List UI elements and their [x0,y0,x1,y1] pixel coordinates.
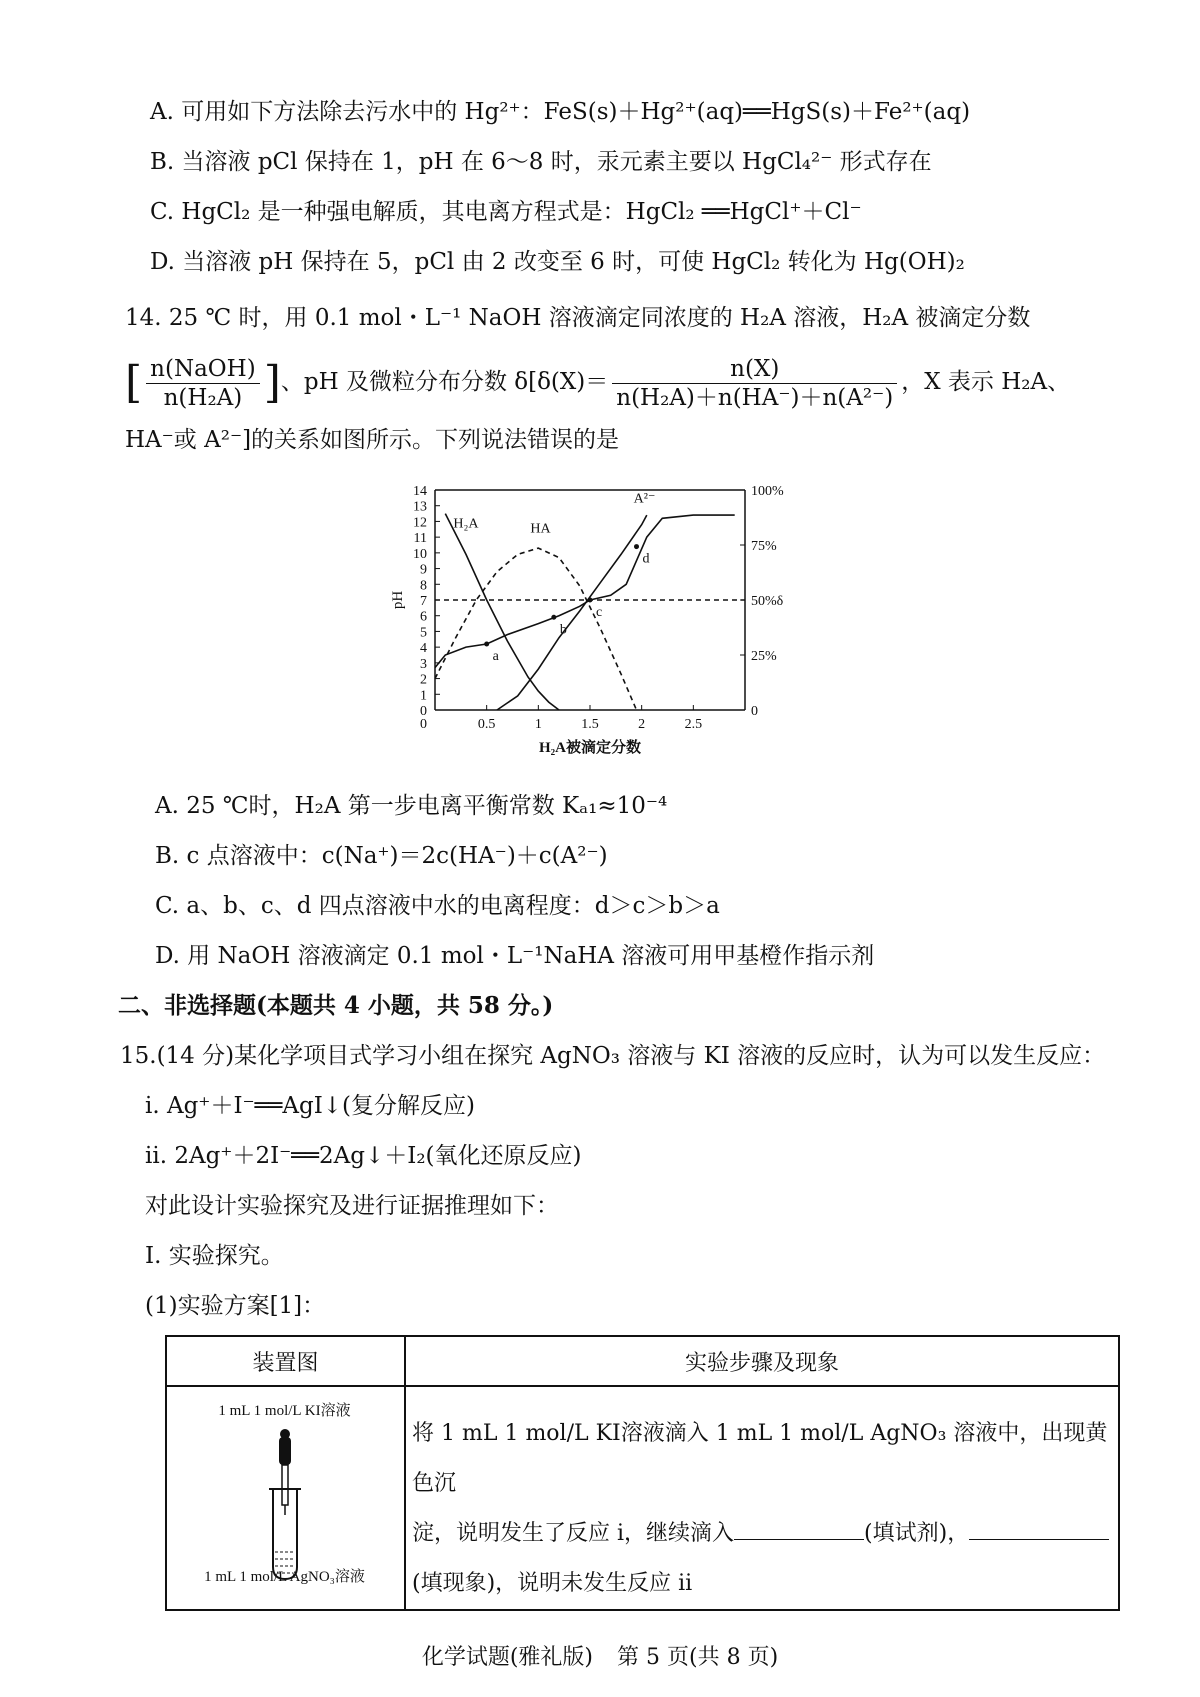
series-line-0 [435,515,735,668]
q15-stem: 15.(14 分)某化学项目式学习小组在探究 AgNO₃ 溶液与 KI 溶液的反应时，认为可以发生反应： [120,1043,1106,1069]
point-label: a [492,649,499,664]
x-tick-label: 2.5 [684,717,703,732]
q14-stem-line3: HA⁻或 A²⁻]的关系如图所示。下列说法错误的是 [125,427,620,453]
series-label: H₂A [453,516,479,532]
series-label: HA [530,521,551,537]
data-point-a [484,642,489,647]
table-header-steps: 实验步骤及现象 [405,1336,1119,1386]
titration-chart [390,470,880,780]
y-tick-label: 12 [413,515,427,531]
apparatus-cell [166,1386,405,1610]
y2-tick-label: 25% [751,649,777,664]
data-point-b [551,615,556,620]
q15-reaction-1: ⅰ. Ag⁺＋I⁻══AgI↓(复分解反应) [145,1093,476,1119]
table-header-apparatus: 装置图 [166,1336,405,1386]
x-tick-label: 1.5 [581,717,599,732]
q14-stem-end: ，X 表示 H₂A、 [901,369,1071,395]
q14-option-d: D. 用 NaOH 溶液滴定 0.1 mol・L⁻¹NaHA 溶液可用甲基橙作指示剂 [155,943,875,969]
blank-phenomenon[interactable] [969,1515,1109,1540]
y2-tick-label: 50%δ [751,594,784,609]
q14-option-a: A. 25 ℃时，H₂A 第一步电离平衡常数 Kₐ₁≈10⁻⁴ [155,793,668,819]
q15-reaction-2: ⅱ. 2Ag⁺＋2I⁻══2Ag↓＋I₂(氧化还原反应) [145,1143,582,1169]
point-label: c [596,605,603,620]
steps-line-1: 将 1 mL 1 mol/L KI溶液滴入 1 mL 1 mol/L AgNO₃ 溶液中，出现黄色沉 [412,1421,1108,1496]
q14-option-b: B. c 点溶液中：c(Na⁺)＝2c(HA⁻)＋c(A²⁻) [155,843,608,869]
q14-stem-line1: 14. 25 ℃ 时，用 0.1 mol・L⁻¹ NaOH 溶液滴定同浓度的 H₂A 溶液，H₂A 被滴定分数 [125,305,1031,331]
footer-page: 第 5 页(共 8 页) [617,1645,779,1670]
x-tick-label: 1 [534,717,542,732]
data-point-c [588,598,593,603]
y-tick-label: 14 [413,484,427,499]
section-2-title: 二、非选择题(本题共 4 小题，共 58 分。) [118,992,554,1019]
y-tick-label: 4 [420,641,427,657]
y-tick-label: 3 [420,656,427,672]
fraction-numerator: n(X) [612,355,897,384]
steps-line-2-end: (填试剂)， [864,1521,970,1546]
q15-intro: 对此设计实验探究及进行证据推理如下： [145,1193,559,1219]
y-tick-label: 0 [420,704,427,719]
x-origin-label: 0 [420,717,427,732]
test-tube-dropper-icon [167,1387,402,1592]
y-tick-label: 8 [420,578,427,594]
q14-stem-line2 [125,352,1070,413]
steps-cell [405,1386,1119,1610]
q13-option-c: C. HgCl₂ 是一种强电解质，其电离方程式是：HgCl₂ ══HgCl⁺＋Cl⁻ [150,199,862,225]
x-tick-label: 0.5 [477,717,496,732]
q14-stem-mid: 、pH 及微粒分布分数 δ[δ(X)＝ [280,369,609,395]
blank-reagent[interactable] [734,1515,864,1540]
y-tick-label: 7 [420,594,427,609]
page-footer [0,1640,1200,1671]
y-tick-label: 13 [413,499,427,515]
y-tick-label: 5 [420,625,427,641]
q13-option-b: B. 当溶液 pCl 保持在 1，pH 在 6～8 时，汞元素主要以 HgCl₄²⁻ 形式存在 [150,149,932,175]
steps-line-2-start: 淀，说明发生了反应 ⅰ，继续滴入 [412,1521,735,1546]
fraction-titration [146,355,260,412]
steps-line-3: (填现象)，说明未发生反应 ⅱ [412,1571,693,1596]
point-label: b [559,622,567,638]
fraction-numerator: n(NaOH) [146,355,260,384]
y-tick-label: 11 [413,531,427,547]
footer-title: 化学试题(雅礼版) [421,1645,594,1670]
series-line-1 [445,514,559,710]
y2-tick-label: 0 [751,704,758,719]
y-tick-label: 6 [420,609,427,625]
bracket-left: [ [125,357,143,408]
y-tick-label: 2 [420,672,427,688]
q13-option-a: A. 可用如下方法除去污水中的 Hg²⁺：FeS(s)＋Hg²⁺(aq)══HgS(s)＋Fe²⁺(aq) [150,99,971,125]
fraction-denominator: n(H₂A) [163,384,243,411]
experiment-table [165,1335,1120,1611]
y2-tick-label: 75% [751,539,777,554]
q15-part-1: Ⅰ. 实验探究。 [145,1243,284,1269]
point-label: d [642,551,650,567]
q13-option-d: D. 当溶液 pH 保持在 5，pCl 由 2 改变至 6 时，可使 HgCl₂ 转化为 Hg(OH)₂ [150,249,965,275]
y2-tick-label: 100% [751,484,784,499]
bracket-right: ] [263,357,281,408]
y-tick-label: 9 [420,562,427,578]
apparatus-label-top: 1 mL 1 mol/L KI溶液 [218,1403,351,1419]
fraction-distribution [612,355,897,412]
x-axis-label: H₂A被滴定分数 [539,740,641,756]
steps-line-2 [412,1509,1112,1559]
q14-option-c: C. a、b、c、d 四点溶液中水的电离程度：d＞c＞b＞a [155,893,720,919]
y-tick-label: 1 [420,688,427,704]
y-tick-label: 10 [413,546,427,562]
y-axis-label: pH [390,590,406,610]
series-label: A²⁻ [633,491,656,507]
fraction-denominator: n(H₂A)＋n(HA⁻)＋n(A²⁻) [616,384,894,411]
q15-sub-1: (1)实验方案[1]： [145,1293,326,1319]
series-line-2 [435,548,637,710]
apparatus-label-bottom: 1 mL 1 mol/L AgNO₃溶液 [204,1569,365,1585]
data-point-d [634,544,639,549]
x-tick-label: 2 [638,717,646,732]
